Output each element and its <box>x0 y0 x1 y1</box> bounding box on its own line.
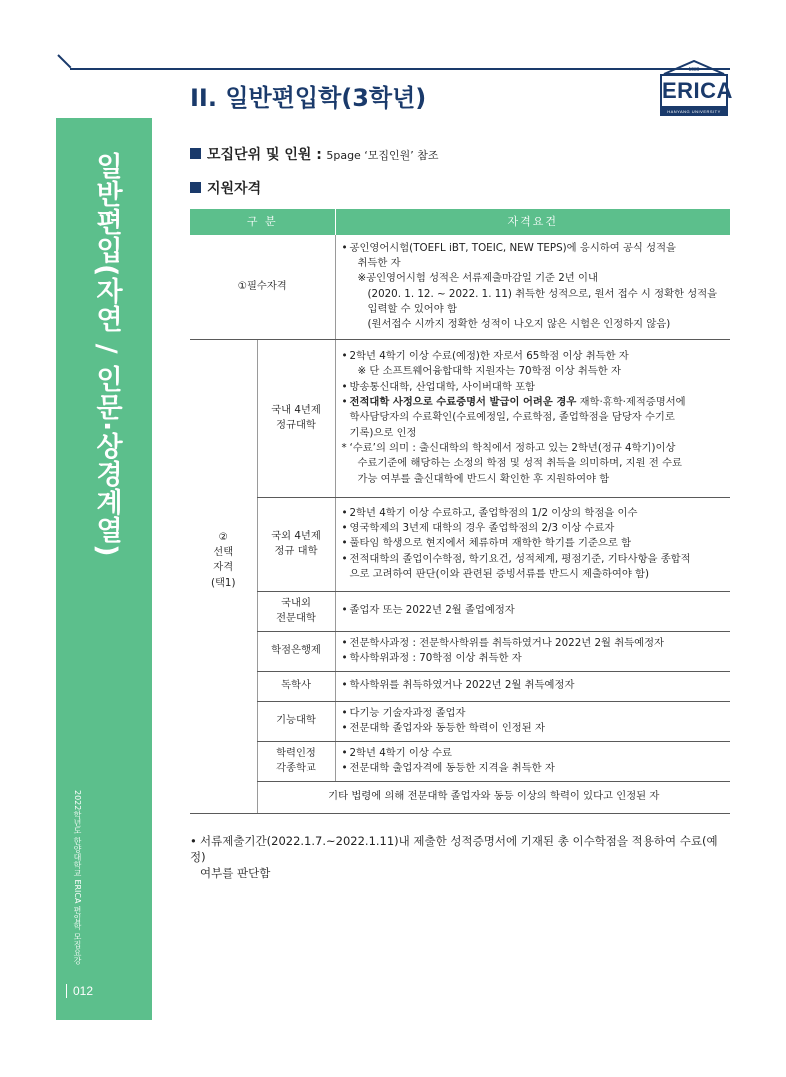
college-cell <box>335 591 730 631</box>
list-item: • 다기능 기술자과정 졸업자 <box>341 706 466 719</box>
misc-school-label: 학력인정 각종학교 <box>257 741 335 781</box>
list-item: • 학사학위과정 : 70학점 이상 취득한 자 <box>341 652 522 664</box>
logo-university: HANYANG UNIVERSITY <box>660 108 728 116</box>
list-item: • 학사학위를 취득하였거나 2022년 2월 취득예정자 <box>341 679 575 692</box>
footnote <box>190 833 730 881</box>
list-item: • 2학년 4학기 이상 수료 <box>341 746 452 759</box>
logo-year: 1939 <box>688 67 700 73</box>
credit-bank-cell <box>335 631 730 671</box>
optional-label-spacer <box>190 781 257 813</box>
list-item: • 2학년 4학기 이상 수료(예정)한 자로서 65학점 이상 취득한 자 <box>341 350 629 363</box>
sidebar-title: 일반편입(자연 / 인문·상경계열) <box>91 152 122 558</box>
list-item: • 전문대학 졸업자와 동등한 학력이 인정된 자 <box>341 722 545 734</box>
square-bullet-icon <box>190 148 201 159</box>
table-header-requirements: 자격요건 <box>335 209 730 235</box>
list-item: ※공인영어시험 성적은 서류제출마감일 기준 2년 이내 <box>357 272 598 285</box>
polytechnic-cell <box>335 701 730 741</box>
foreign-university-cell <box>335 497 730 591</box>
list-item: • 2학년 4학기 이상 수료하고, 졸업학점의 1/2 이상의 학점을 이수 <box>341 506 638 519</box>
square-bullet-icon <box>190 182 201 193</box>
section-qualification-label: 지원자격 <box>207 181 262 197</box>
list-item: • 전문대학 출업자격에 동등한 지격을 취득한 자 <box>341 762 555 774</box>
credit-bank-label: 학점은행제 <box>257 631 335 671</box>
required-cell <box>335 235 730 339</box>
polytechnic-label: 기능대학 <box>257 701 335 741</box>
logo-roof-icon <box>660 60 728 74</box>
college-label: 국내외 전문대학 <box>257 591 335 631</box>
list-item: • 풀타임 학생으로 현지에서 체류하며 재학한 학기를 기준으로 함 <box>341 537 632 550</box>
sidebar <box>56 118 152 1020</box>
list-item: 수료기준에 해당하는 소정의 학점 및 성적 취득을 의미하며, 지원 전 수료 <box>357 457 682 470</box>
list-item: 학사담당자의 수료확인(수료예정일, 수료학점, 졸업학점을 담당자 수기로 <box>349 411 675 424</box>
list-item: 취득한 자 <box>357 257 401 270</box>
domestic-university-cell <box>335 339 730 497</box>
list-item: 으로 고려하여 판단(이와 관련된 증빙서류를 반드시 제출하여야 함) <box>349 567 650 580</box>
self-study-label: 독학사 <box>257 671 335 701</box>
domestic-university-label: 국내 4년제 정규대학 <box>257 339 335 497</box>
section-recruit-label: 모집단위 및 인원 : <box>207 147 322 163</box>
required-label: ①필수자격 <box>190 235 335 339</box>
list-item: • 전적대학 사정으로 수료증명서 발급이 어려운 경우 재학·휴학·제적증명서에 <box>341 396 686 409</box>
section-recruit <box>190 144 439 164</box>
table-header-category: 구 분 <box>190 209 335 235</box>
list-item: 입력할 수 있어야 함 <box>367 303 457 316</box>
optional-label: ② 선택 자격 (택1) <box>210 530 236 589</box>
sidebar-footer: 2022학년도 한양대학교 ERICA 편입학 모집요강 <box>73 790 82 965</box>
erica-logo <box>660 60 733 116</box>
list-item: • 전적대학의 졸업이수학점, 학기요건, 성적체계, 평점기준, 기타사항을 종합적 <box>341 552 691 565</box>
list-item: • 전문학사과정 : 전문학사학위를 취득하였거나 2022년 2월 취득예정자 <box>341 636 664 649</box>
page-number: 012 <box>66 984 93 998</box>
list-item: 기록)으로 인정 <box>349 426 417 439</box>
page-title: II. 일반편입학(3학년) <box>190 84 427 112</box>
qualification-table <box>190 209 730 814</box>
logo-word: ERICA <box>660 74 728 108</box>
list-item: • 공인영어시험(TOEFL iBT, TOEIC, NEW TEPS)에 응시하여 공식 성적을 <box>341 241 676 254</box>
header-rule <box>70 68 730 70</box>
footnote-line-1: • 서류제출기간(2022.1.7.~2022.1.11)내 제출한 성적증명서에 기재된 총 이수학점을 적용하여 수료(예정) <box>190 834 718 864</box>
list-item: • 졸업자 또는 2022년 2월 졸업예정자 <box>341 604 515 617</box>
self-study-cell <box>335 671 730 701</box>
list-item: • 방송통신대학, 산업대학, 사이버대학 포함 <box>341 380 535 393</box>
list-item: (2020. 1. 12. ~ 2022. 1. 11) 취득한 성적으로, 원서 접수 시 정확한 성적을 <box>367 287 718 300</box>
list-item: 가능 여부를 출신대학에 반드시 확인한 후 지원하여야 함 <box>357 472 610 485</box>
list-item: * ‘수료’의 의미 : 출신대학의 학칙에서 정하고 있는 2학년(정규 4학기)이상 <box>341 441 676 454</box>
list-item: ※ 단 소프트웨어융합대학 지원자는 70학점 이상 취득한 자 <box>357 365 621 378</box>
list-item: (원서접수 시까지 정확한 성적이 나오지 않은 시험은 인정하지 않음) <box>367 318 671 331</box>
section-recruit-note: 5page ‘모집인원’ 참조 <box>326 149 439 162</box>
list-item: • 영국학제의 3년제 대학의 경우 졸업학점의 2/3 이상 수료자 <box>341 522 615 535</box>
section-qualification <box>190 178 261 198</box>
header-diagonal-rule <box>57 54 71 68</box>
misc-school-cell <box>335 741 730 781</box>
other-equivalent-cell: 기타 법령에 의해 전문대학 졸업자와 동등 이상의 학력이 있다고 인정된 자 <box>257 781 730 813</box>
foreign-university-label: 국외 4년제 정규 대학 <box>257 497 335 591</box>
footnote-line-2: 여부를 판단함 <box>200 866 271 880</box>
